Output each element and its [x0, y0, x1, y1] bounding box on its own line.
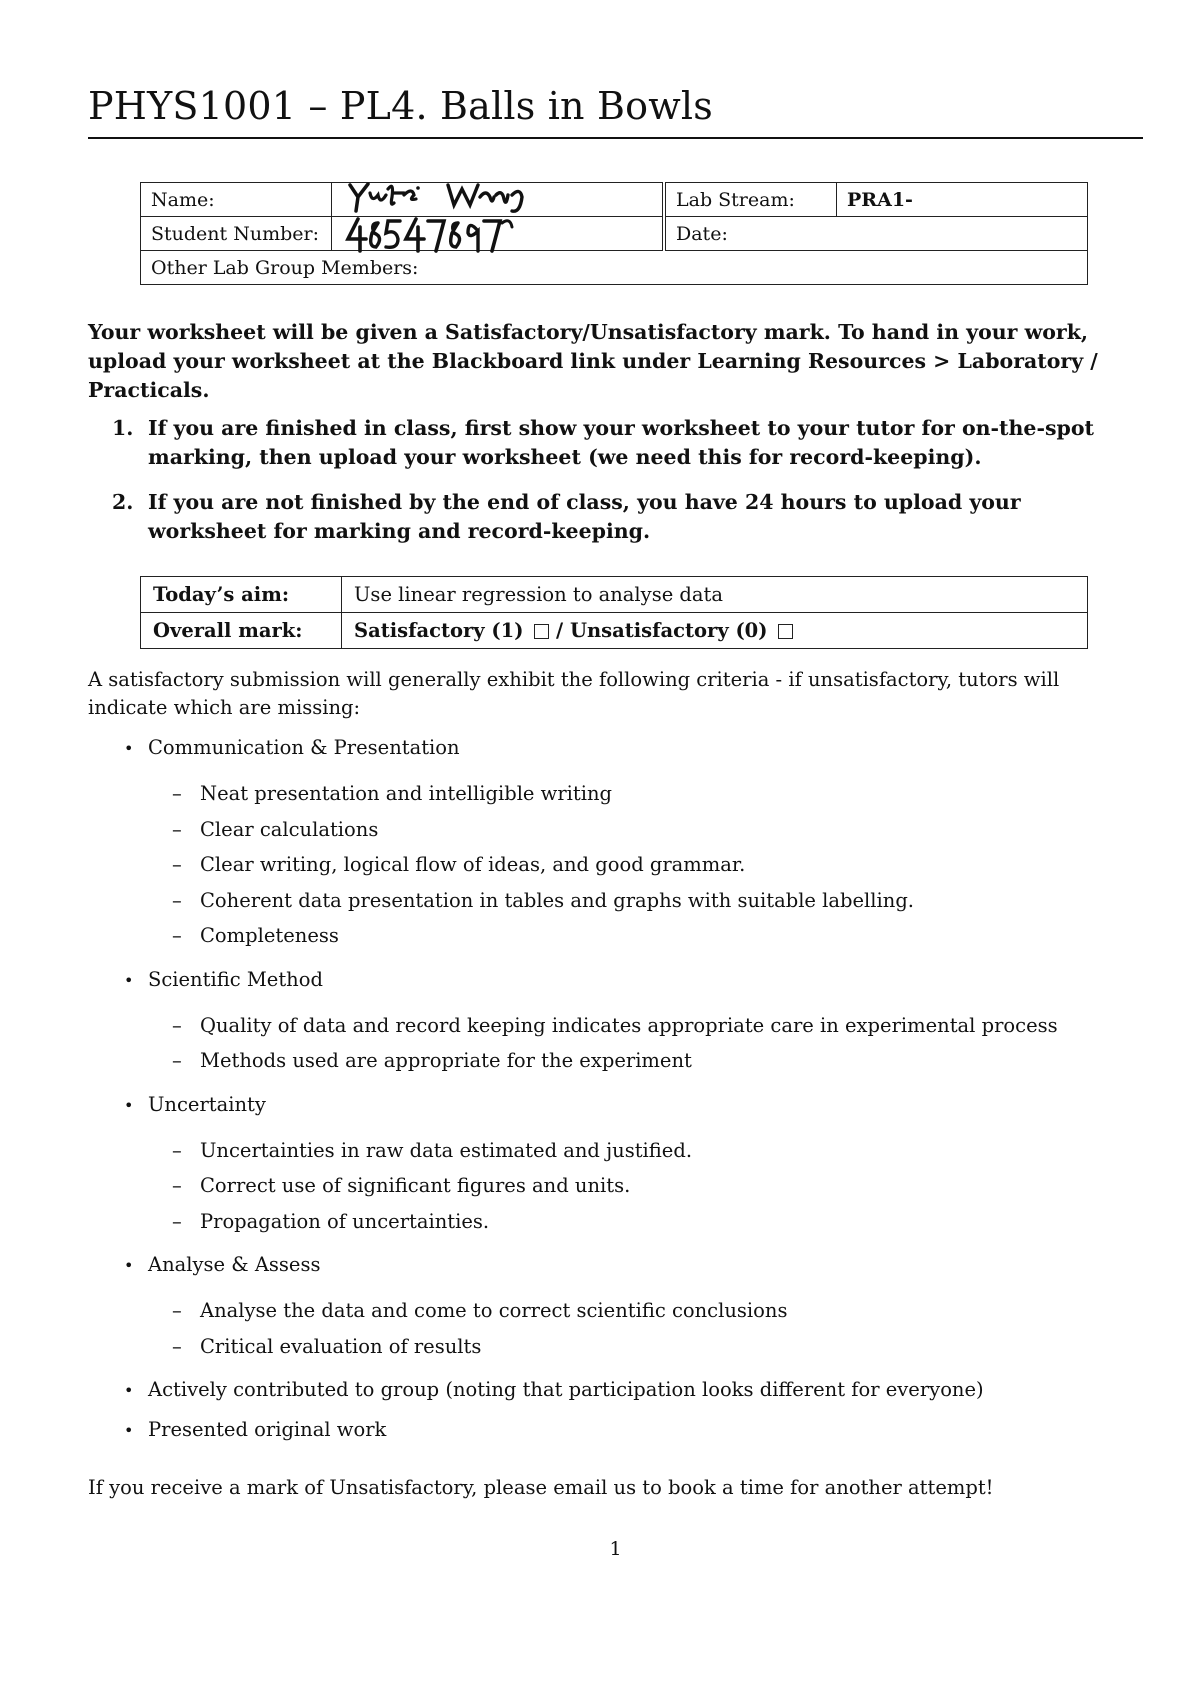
lab-stream-label: Lab Stream:: [664, 183, 837, 217]
other-members-label: Other Lab Group Members:: [141, 251, 1088, 285]
sub-item-text: Methods used are appropriate for the experiment: [200, 1049, 692, 1072]
dash-icon: –: [172, 1299, 182, 1322]
bullet-icon: •: [124, 739, 134, 758]
bullet-icon: •: [124, 1421, 134, 1440]
criteria-item: [88, 1091, 1143, 1240]
criteria-item: [88, 1251, 1143, 1364]
bullet-icon: •: [124, 1256, 134, 1275]
sub-item: [148, 847, 1143, 883]
sub-item: [148, 1133, 1143, 1169]
sub-item: [148, 918, 1143, 954]
page-number: 1: [609, 1538, 622, 1560]
sub-item: [148, 812, 1143, 848]
dash-icon: –: [172, 782, 182, 805]
dash-icon: –: [172, 1174, 182, 1197]
sub-item-text: Clear calculations: [200, 817, 379, 841]
sub-item: [148, 883, 1143, 919]
sub-item: [148, 1204, 1143, 1240]
overall-mark-label: Overall mark:: [141, 613, 342, 649]
satisfactory-checkbox[interactable]: [534, 624, 549, 639]
sub-item-text: Analyse the data and come to correct scientific conclusions: [200, 1299, 788, 1322]
criteria-item: [88, 966, 1143, 1079]
bullet-icon: •: [124, 1095, 134, 1115]
page-title: PHYS1001 – PL4. Balls in Bowls: [88, 84, 713, 128]
aim-table: [140, 576, 1088, 649]
sub-item: [148, 1008, 1143, 1044]
criteria-sublist: [148, 1008, 1143, 1079]
criteria-label: Uncertainty: [148, 1092, 266, 1116]
dash-icon: –: [172, 1334, 182, 1358]
rule-text: If you are finished in class, first show your worksheet to your tutor for on-the-spot marking, then upload your worksheet (we need this for record-keeping).: [148, 416, 1094, 469]
bullet-icon: •: [124, 970, 134, 990]
criteria-sublist: [148, 1133, 1143, 1240]
criteria-label: Presented original work: [148, 1418, 387, 1441]
criteria-sublist: [148, 776, 1143, 954]
rule-number: 1.: [112, 416, 134, 440]
dash-icon: –: [172, 1049, 182, 1072]
sub-item-text: Propagation of uncertainties.: [200, 1209, 490, 1233]
student-info-table: [140, 182, 1088, 285]
sub-item: [148, 1043, 1143, 1079]
dash-icon: –: [172, 888, 182, 912]
student-number-label: Student Number:: [141, 217, 332, 251]
rule-item: [88, 414, 1143, 472]
mark-separator: /: [556, 619, 564, 642]
criteria-item: [88, 1376, 1143, 1404]
criteria-list: [88, 734, 1143, 1456]
dash-icon: –: [172, 853, 182, 876]
student-number-handwritten: [332, 217, 665, 251]
rule-text: If you are not finished by the end of class, you have 24 hours to upload your worksheet for marking and record-keeping.: [148, 490, 1021, 543]
dash-icon: –: [172, 924, 182, 947]
lab-stream-value: PRA1-: [837, 183, 1088, 217]
overall-mark-options: [342, 613, 1088, 649]
criteria-intro: A satisfactory submission will generally exhibit the following criteria - if unsatisfactory, tutors will indicate which are missing:: [88, 668, 1060, 719]
bullet-icon: •: [124, 1381, 134, 1400]
sub-item-text: Quality of data and record keeping indicates appropriate care in experimental process: [200, 1013, 1058, 1037]
date-label: Date:: [664, 217, 1088, 251]
sub-item: [148, 1329, 1143, 1365]
sub-item-text: Completeness: [200, 924, 339, 947]
criteria-sublist: [148, 1293, 1143, 1364]
name-signature: [332, 183, 665, 217]
criteria-label: Analyse & Assess: [148, 1253, 321, 1276]
submission-instructions: Your worksheet will be given a Satisfactory/Unsatisfactory mark. To hand in your work, upload your worksheet at the Blackboard link under Learning Resources > Laboratory / Practicals.: [88, 320, 1098, 402]
dash-icon: –: [172, 1138, 182, 1162]
sub-item-text: Clear writing, logical flow of ideas, and good grammar.: [200, 853, 746, 876]
sub-item-text: Coherent data presentation in tables and graphs with suitable labelling.: [200, 888, 915, 912]
dash-icon: –: [172, 1209, 182, 1233]
handwritten-name-signature: [344, 179, 534, 215]
sub-item: [148, 1293, 1143, 1329]
criteria-item: [88, 1416, 1143, 1444]
title-rule: [88, 137, 1143, 139]
criteria-label: Communication & Presentation: [148, 736, 460, 759]
sub-item-text: Correct use of significant figures and units.: [200, 1174, 631, 1197]
sub-item-text: Uncertainties in raw data estimated and justified.: [200, 1138, 693, 1162]
sub-item-text: Neat presentation and intelligible writing: [200, 782, 613, 805]
sub-item: [148, 1168, 1143, 1204]
aim-label: Today’s aim:: [141, 577, 342, 613]
satisfactory-label: Satisfactory (1): [354, 619, 524, 642]
unsatisfactory-label: Unsatisfactory (0): [569, 619, 768, 642]
sub-item-text: Critical evaluation of results: [200, 1334, 482, 1358]
dash-icon: –: [172, 817, 182, 841]
name-label: Name:: [141, 183, 332, 217]
criteria-item: [88, 734, 1143, 954]
sub-item: [148, 776, 1143, 812]
rule-number: 2.: [112, 490, 134, 514]
criteria-label: Scientific Method: [148, 967, 323, 991]
rule-item: [88, 488, 1143, 546]
dash-icon: –: [172, 1013, 182, 1037]
unsatisfactory-checkbox[interactable]: [778, 624, 793, 639]
closing-note: If you receive a mark of Unsatisfactory, please email us to book a time for another attempt!: [88, 1476, 994, 1499]
criteria-label: Actively contributed to group (noting that participation looks different for everyone): [148, 1378, 984, 1401]
submission-rules: [88, 414, 1143, 562]
aim-value: Use linear regression to analyse data: [342, 577, 1088, 613]
handwritten-student-number: [344, 215, 524, 255]
